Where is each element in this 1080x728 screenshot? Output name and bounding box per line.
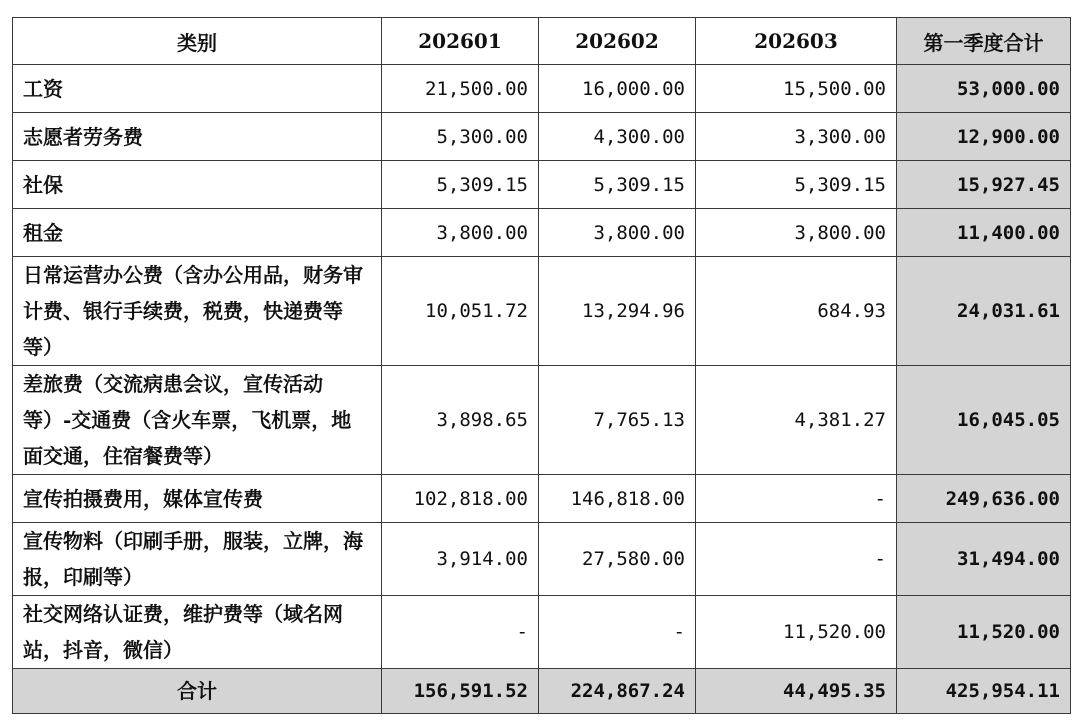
row-month-2: 5,309.15: [539, 161, 696, 209]
row-category: 差旅费（交流病患会议，宣传活动等）-交通费（含火车票，飞机票，地面交通，住宿餐费等）: [13, 366, 382, 475]
row-month-2: -: [539, 596, 696, 669]
row-month-1: 5,300.00: [382, 113, 539, 161]
table-row: [13, 113, 1071, 161]
row-category: 日常运营办公费（含办公用品，财务审计费、银行手续费，税费，快递费等等）: [13, 257, 382, 366]
row-month-3: 11,520.00: [696, 596, 897, 669]
row-month-2: 146,818.00: [539, 475, 696, 523]
row-month-1: 21,500.00: [382, 65, 539, 113]
summary-row: [13, 669, 1071, 714]
row-quarter-total: 31,494.00: [897, 523, 1071, 596]
header-month-1: 202601: [382, 18, 539, 65]
table-row: [13, 161, 1071, 209]
row-month-1: 3,914.00: [382, 523, 539, 596]
row-month-3: 5,309.15: [696, 161, 897, 209]
row-month-3: -: [696, 475, 897, 523]
row-month-3: 684.93: [696, 257, 897, 366]
row-quarter-total: 53,000.00: [897, 65, 1071, 113]
row-month-2: 27,580.00: [539, 523, 696, 596]
row-month-1: 3,800.00: [382, 209, 539, 257]
row-month-2: 3,800.00: [539, 209, 696, 257]
row-quarter-total: 11,520.00: [897, 596, 1071, 669]
row-month-2: 7,765.13: [539, 366, 696, 475]
row-quarter-total: 11,400.00: [897, 209, 1071, 257]
row-category: 社保: [13, 161, 382, 209]
summary-label: 合计: [13, 669, 382, 714]
row-category: 租金: [13, 209, 382, 257]
row-month-1: 102,818.00: [382, 475, 539, 523]
table-row: [13, 475, 1071, 523]
summary-month-1: 156,591.52: [382, 669, 539, 714]
row-quarter-total: 12,900.00: [897, 113, 1071, 161]
table-row: [13, 65, 1071, 113]
row-month-3: 4,381.27: [696, 366, 897, 475]
row-category: 志愿者劳务费: [13, 113, 382, 161]
row-category: 宣传物料（印刷手册，服装，立牌，海报，印刷等）: [13, 523, 382, 596]
row-category: 社交网络认证费，维护费等（域名网站，抖音，微信）: [13, 596, 382, 669]
header-month-2: 202602: [539, 18, 696, 65]
row-quarter-total: 16,045.05: [897, 366, 1071, 475]
row-month-2: 13,294.96: [539, 257, 696, 366]
row-month-1: 3,898.65: [382, 366, 539, 475]
expense-table: [12, 17, 1071, 714]
row-category: 宣传拍摄费用，媒体宣传费: [13, 475, 382, 523]
table-row: [13, 596, 1071, 669]
row-category: 工资: [13, 65, 382, 113]
table-row: [13, 257, 1071, 366]
row-quarter-total: 15,927.45: [897, 161, 1071, 209]
table-row: [13, 209, 1071, 257]
header-row: [13, 18, 1071, 65]
table-row: [13, 366, 1071, 475]
summary-month-3: 44,495.35: [696, 669, 897, 714]
header-quarter-total: 第一季度合计: [897, 18, 1071, 65]
summary-quarter-total: 425,954.11: [897, 669, 1071, 714]
row-month-3: 15,500.00: [696, 65, 897, 113]
row-month-1: -: [382, 596, 539, 669]
row-month-3: -: [696, 523, 897, 596]
row-month-1: 10,051.72: [382, 257, 539, 366]
row-month-3: 3,800.00: [696, 209, 897, 257]
row-month-2: 4,300.00: [539, 113, 696, 161]
row-quarter-total: 249,636.00: [897, 475, 1071, 523]
row-month-3: 3,300.00: [696, 113, 897, 161]
summary-month-2: 224,867.24: [539, 669, 696, 714]
table-row: [13, 523, 1071, 596]
header-category: 类别: [13, 18, 382, 65]
row-quarter-total: 24,031.61: [897, 257, 1071, 366]
header-month-3: 202603: [696, 18, 897, 65]
row-month-1: 5,309.15: [382, 161, 539, 209]
row-month-2: 16,000.00: [539, 65, 696, 113]
